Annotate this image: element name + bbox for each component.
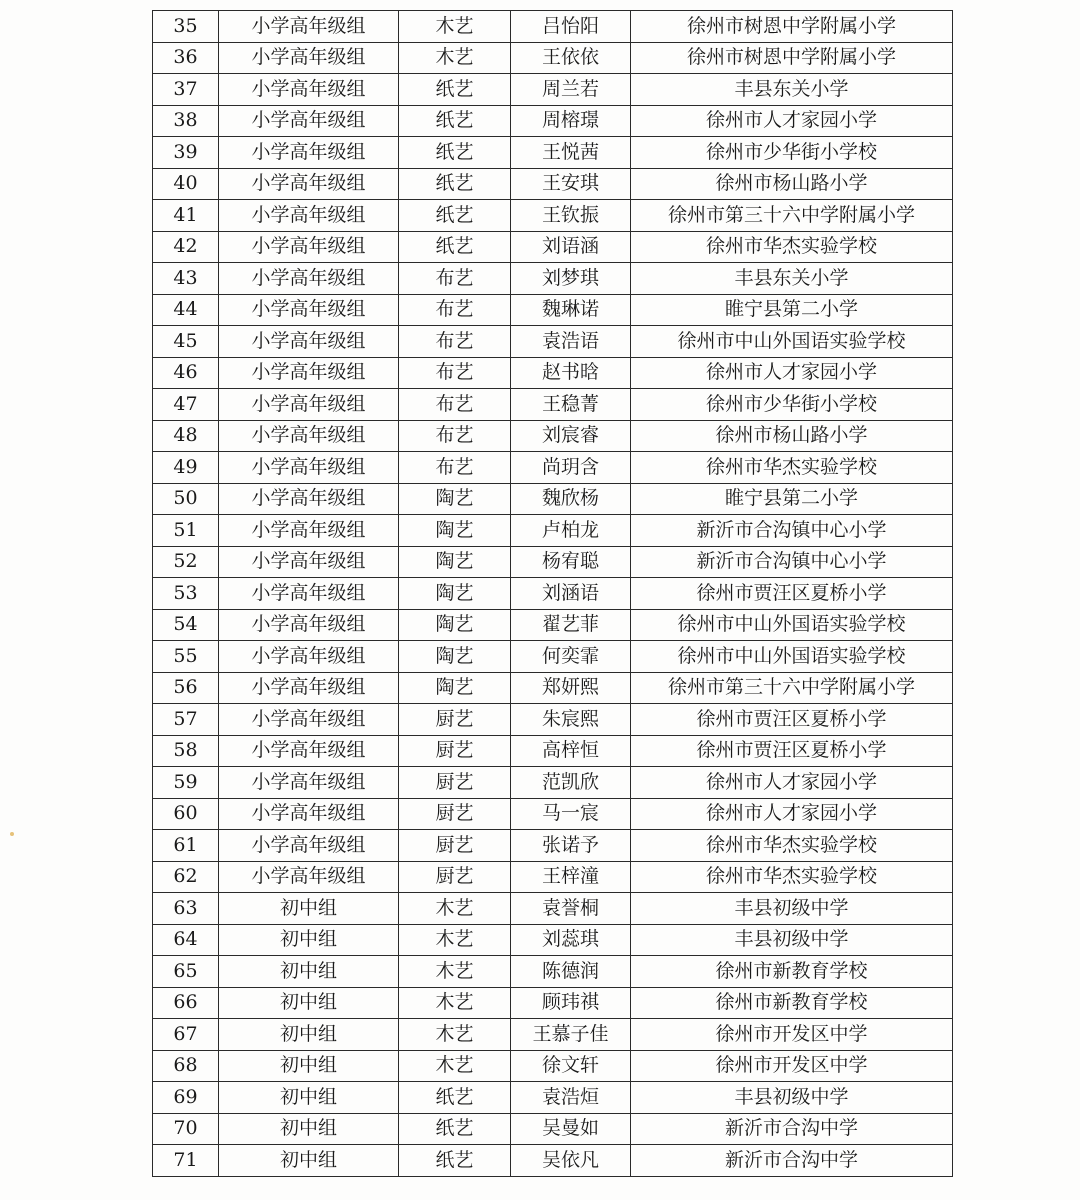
- row-category-cell: 厨艺: [399, 830, 511, 862]
- row-number-cell: 63: [153, 893, 219, 925]
- row-group-cell: 小学高年级组: [219, 137, 399, 169]
- table-row: [153, 137, 953, 169]
- row-number-cell: 56: [153, 672, 219, 704]
- row-group-cell: 初中组: [219, 1019, 399, 1051]
- row-number-cell: 65: [153, 956, 219, 988]
- row-name-cell: 郑妍熙: [511, 672, 631, 704]
- row-number-cell: 40: [153, 168, 219, 200]
- row-category-cell: 厨艺: [399, 861, 511, 893]
- row-group-cell: 小学高年级组: [219, 294, 399, 326]
- row-name-cell: 陈德润: [511, 956, 631, 988]
- table-row: [153, 924, 953, 956]
- row-school-cell: 徐州市人才家园小学: [631, 798, 953, 830]
- row-school-cell: 徐州市少华街小学校: [631, 389, 953, 421]
- table-row: [153, 956, 953, 988]
- row-school-cell: 睢宁县第二小学: [631, 294, 953, 326]
- row-number-cell: 67: [153, 1019, 219, 1051]
- row-school-cell: 徐州市第三十六中学附属小学: [631, 672, 953, 704]
- row-name-cell: 刘涵语: [511, 578, 631, 610]
- row-group-cell: 初中组: [219, 924, 399, 956]
- row-category-cell: 纸艺: [399, 105, 511, 137]
- row-number-cell: 55: [153, 641, 219, 673]
- row-group-cell: 初中组: [219, 1113, 399, 1145]
- table-row: [153, 200, 953, 232]
- row-name-cell: 卢柏龙: [511, 515, 631, 547]
- row-name-cell: 袁誉桐: [511, 893, 631, 925]
- row-name-cell: 袁浩烜: [511, 1082, 631, 1114]
- row-category-cell: 布艺: [399, 389, 511, 421]
- row-group-cell: 小学高年级组: [219, 168, 399, 200]
- row-name-cell: 周兰若: [511, 74, 631, 106]
- row-school-cell: 徐州市第三十六中学附属小学: [631, 200, 953, 232]
- row-category-cell: 纸艺: [399, 168, 511, 200]
- row-name-cell: 顾玮祺: [511, 987, 631, 1019]
- row-category-cell: 布艺: [399, 357, 511, 389]
- row-school-cell: 徐州市贾汪区夏桥小学: [631, 578, 953, 610]
- row-category-cell: 木艺: [399, 956, 511, 988]
- row-category-cell: 布艺: [399, 263, 511, 295]
- row-name-cell: 张诺予: [511, 830, 631, 862]
- row-name-cell: 王悦茜: [511, 137, 631, 169]
- row-group-cell: 小学高年级组: [219, 483, 399, 515]
- table-row: [153, 1050, 953, 1082]
- row-school-cell: 新沂市合沟中学: [631, 1145, 953, 1177]
- row-number-cell: 68: [153, 1050, 219, 1082]
- row-group-cell: 小学高年级组: [219, 704, 399, 736]
- table-row: [153, 168, 953, 200]
- row-group-cell: 初中组: [219, 893, 399, 925]
- row-group-cell: 初中组: [219, 1082, 399, 1114]
- row-number-cell: 51: [153, 515, 219, 547]
- row-category-cell: 布艺: [399, 326, 511, 358]
- row-number-cell: 52: [153, 546, 219, 578]
- row-number-cell: 66: [153, 987, 219, 1019]
- row-category-cell: 纸艺: [399, 231, 511, 263]
- row-group-cell: 小学高年级组: [219, 11, 399, 43]
- row-school-cell: 徐州市中山外国语实验学校: [631, 609, 953, 641]
- row-school-cell: 新沂市合沟中学: [631, 1113, 953, 1145]
- table-row: [153, 263, 953, 295]
- row-name-cell: 王梓潼: [511, 861, 631, 893]
- table-row: [153, 11, 953, 43]
- row-name-cell: 魏琳诺: [511, 294, 631, 326]
- row-school-cell: 徐州市人才家园小学: [631, 105, 953, 137]
- table-row: [153, 735, 953, 767]
- row-category-cell: 纸艺: [399, 200, 511, 232]
- row-category-cell: 厨艺: [399, 735, 511, 767]
- table-row: [153, 420, 953, 452]
- row-group-cell: 初中组: [219, 956, 399, 988]
- row-name-cell: 袁浩语: [511, 326, 631, 358]
- row-name-cell: 何奕霏: [511, 641, 631, 673]
- row-group-cell: 初中组: [219, 987, 399, 1019]
- row-number-cell: 59: [153, 767, 219, 799]
- row-school-cell: 丰县初级中学: [631, 1082, 953, 1114]
- row-school-cell: 徐州市开发区中学: [631, 1050, 953, 1082]
- row-group-cell: 初中组: [219, 1145, 399, 1177]
- row-name-cell: 刘梦琪: [511, 263, 631, 295]
- table-row: [153, 357, 953, 389]
- row-group-cell: 小学高年级组: [219, 357, 399, 389]
- row-number-cell: 44: [153, 294, 219, 326]
- row-group-cell: 小学高年级组: [219, 420, 399, 452]
- row-category-cell: 木艺: [399, 924, 511, 956]
- row-category-cell: 陶艺: [399, 515, 511, 547]
- row-school-cell: 徐州市开发区中学: [631, 1019, 953, 1051]
- award-roster-table: [152, 10, 953, 1177]
- row-number-cell: 64: [153, 924, 219, 956]
- row-category-cell: 纸艺: [399, 1113, 511, 1145]
- row-school-cell: 徐州市中山外国语实验学校: [631, 326, 953, 358]
- row-category-cell: 纸艺: [399, 1145, 511, 1177]
- row-category-cell: 陶艺: [399, 609, 511, 641]
- row-category-cell: 陶艺: [399, 641, 511, 673]
- row-group-cell: 小学高年级组: [219, 578, 399, 610]
- row-name-cell: 尚玥含: [511, 452, 631, 484]
- row-category-cell: 陶艺: [399, 483, 511, 515]
- row-school-cell: 徐州市杨山路小学: [631, 420, 953, 452]
- row-category-cell: 厨艺: [399, 767, 511, 799]
- row-school-cell: 徐州市贾汪区夏桥小学: [631, 704, 953, 736]
- table-row: [153, 1019, 953, 1051]
- row-school-cell: 睢宁县第二小学: [631, 483, 953, 515]
- row-number-cell: 69: [153, 1082, 219, 1114]
- row-category-cell: 陶艺: [399, 546, 511, 578]
- table-row: [153, 641, 953, 673]
- row-group-cell: 小学高年级组: [219, 767, 399, 799]
- row-school-cell: 徐州市贾汪区夏桥小学: [631, 735, 953, 767]
- row-group-cell: 小学高年级组: [219, 515, 399, 547]
- table-row: [153, 389, 953, 421]
- table-row: [153, 798, 953, 830]
- row-name-cell: 朱宸熙: [511, 704, 631, 736]
- row-name-cell: 王钦振: [511, 200, 631, 232]
- row-group-cell: 小学高年级组: [219, 452, 399, 484]
- table-row: [153, 452, 953, 484]
- row-name-cell: 王安琪: [511, 168, 631, 200]
- row-number-cell: 42: [153, 231, 219, 263]
- row-number-cell: 50: [153, 483, 219, 515]
- row-school-cell: 徐州市中山外国语实验学校: [631, 641, 953, 673]
- row-school-cell: 徐州市华杰实验学校: [631, 231, 953, 263]
- table-row: [153, 704, 953, 736]
- row-group-cell: 小学高年级组: [219, 861, 399, 893]
- row-number-cell: 70: [153, 1113, 219, 1145]
- row-number-cell: 35: [153, 11, 219, 43]
- paper-speck: [10, 832, 14, 836]
- row-name-cell: 高梓恒: [511, 735, 631, 767]
- row-school-cell: 徐州市树恩中学附属小学: [631, 11, 953, 43]
- row-group-cell: 小学高年级组: [219, 200, 399, 232]
- row-group-cell: 小学高年级组: [219, 672, 399, 704]
- row-name-cell: 吴依凡: [511, 1145, 631, 1177]
- row-group-cell: 小学高年级组: [219, 231, 399, 263]
- row-name-cell: 翟艺菲: [511, 609, 631, 641]
- row-category-cell: 纸艺: [399, 74, 511, 106]
- row-school-cell: 徐州市少华街小学校: [631, 137, 953, 169]
- row-group-cell: 小学高年级组: [219, 609, 399, 641]
- row-category-cell: 布艺: [399, 452, 511, 484]
- row-school-cell: 徐州市人才家园小学: [631, 357, 953, 389]
- row-school-cell: 徐州市人才家园小学: [631, 767, 953, 799]
- row-category-cell: 厨艺: [399, 798, 511, 830]
- row-group-cell: 小学高年级组: [219, 105, 399, 137]
- table-row: [153, 515, 953, 547]
- table-row: [153, 861, 953, 893]
- row-name-cell: 吕怡阳: [511, 11, 631, 43]
- row-number-cell: 58: [153, 735, 219, 767]
- row-number-cell: 71: [153, 1145, 219, 1177]
- row-school-cell: 徐州市华杰实验学校: [631, 830, 953, 862]
- row-number-cell: 61: [153, 830, 219, 862]
- row-group-cell: 小学高年级组: [219, 326, 399, 358]
- row-school-cell: 丰县东关小学: [631, 263, 953, 295]
- table-row: [153, 231, 953, 263]
- row-name-cell: 周榕璟: [511, 105, 631, 137]
- table-row: [153, 767, 953, 799]
- row-number-cell: 46: [153, 357, 219, 389]
- table-row: [153, 672, 953, 704]
- row-group-cell: 初中组: [219, 1050, 399, 1082]
- row-school-cell: 新沂市合沟镇中心小学: [631, 546, 953, 578]
- row-number-cell: 47: [153, 389, 219, 421]
- row-school-cell: 徐州市华杰实验学校: [631, 452, 953, 484]
- table-row: [153, 1113, 953, 1145]
- row-group-cell: 小学高年级组: [219, 798, 399, 830]
- row-group-cell: 小学高年级组: [219, 830, 399, 862]
- row-number-cell: 62: [153, 861, 219, 893]
- row-group-cell: 小学高年级组: [219, 389, 399, 421]
- row-name-cell: 王稳菁: [511, 389, 631, 421]
- row-number-cell: 41: [153, 200, 219, 232]
- row-school-cell: 徐州市华杰实验学校: [631, 861, 953, 893]
- row-category-cell: 木艺: [399, 893, 511, 925]
- table-row: [153, 1145, 953, 1177]
- row-school-cell: 丰县初级中学: [631, 924, 953, 956]
- row-number-cell: 60: [153, 798, 219, 830]
- row-group-cell: 小学高年级组: [219, 74, 399, 106]
- row-number-cell: 38: [153, 105, 219, 137]
- row-group-cell: 小学高年级组: [219, 263, 399, 295]
- row-number-cell: 57: [153, 704, 219, 736]
- row-number-cell: 45: [153, 326, 219, 358]
- table-row: [153, 893, 953, 925]
- row-group-cell: 小学高年级组: [219, 546, 399, 578]
- row-number-cell: 43: [153, 263, 219, 295]
- table-row: [153, 74, 953, 106]
- row-school-cell: 徐州市树恩中学附属小学: [631, 42, 953, 74]
- row-category-cell: 木艺: [399, 987, 511, 1019]
- table-row: [153, 578, 953, 610]
- table-row: [153, 294, 953, 326]
- table-row: [153, 830, 953, 862]
- table-row: [153, 326, 953, 358]
- row-name-cell: 杨宥聪: [511, 546, 631, 578]
- row-category-cell: 布艺: [399, 294, 511, 326]
- row-group-cell: 小学高年级组: [219, 42, 399, 74]
- row-group-cell: 小学高年级组: [219, 641, 399, 673]
- row-school-cell: 新沂市合沟镇中心小学: [631, 515, 953, 547]
- row-number-cell: 39: [153, 137, 219, 169]
- table-row: [153, 105, 953, 137]
- table-row: [153, 546, 953, 578]
- row-category-cell: 厨艺: [399, 704, 511, 736]
- table-row: [153, 609, 953, 641]
- row-name-cell: 马一宸: [511, 798, 631, 830]
- row-name-cell: 徐文轩: [511, 1050, 631, 1082]
- row-school-cell: 徐州市杨山路小学: [631, 168, 953, 200]
- row-name-cell: 王慕子佳: [511, 1019, 631, 1051]
- row-name-cell: 吴曼如: [511, 1113, 631, 1145]
- row-category-cell: 陶艺: [399, 672, 511, 704]
- row-name-cell: 刘蕊琪: [511, 924, 631, 956]
- row-number-cell: 36: [153, 42, 219, 74]
- table-row: [153, 483, 953, 515]
- row-number-cell: 53: [153, 578, 219, 610]
- row-category-cell: 纸艺: [399, 137, 511, 169]
- row-number-cell: 54: [153, 609, 219, 641]
- row-number-cell: 49: [153, 452, 219, 484]
- table-row: [153, 987, 953, 1019]
- row-name-cell: 赵书晗: [511, 357, 631, 389]
- row-name-cell: 范凯欣: [511, 767, 631, 799]
- row-name-cell: 刘语涵: [511, 231, 631, 263]
- row-school-cell: 徐州市新教育学校: [631, 987, 953, 1019]
- row-category-cell: 布艺: [399, 420, 511, 452]
- row-school-cell: 徐州市新教育学校: [631, 956, 953, 988]
- row-category-cell: 木艺: [399, 1019, 511, 1051]
- row-name-cell: 王依依: [511, 42, 631, 74]
- row-school-cell: 丰县初级中学: [631, 893, 953, 925]
- row-number-cell: 48: [153, 420, 219, 452]
- row-category-cell: 木艺: [399, 1050, 511, 1082]
- roster-body: [153, 11, 953, 1177]
- row-name-cell: 刘宸睿: [511, 420, 631, 452]
- row-school-cell: 丰县东关小学: [631, 74, 953, 106]
- table-row: [153, 42, 953, 74]
- table-row: [153, 1082, 953, 1114]
- row-category-cell: 陶艺: [399, 578, 511, 610]
- row-category-cell: 木艺: [399, 42, 511, 74]
- row-category-cell: 木艺: [399, 11, 511, 43]
- row-group-cell: 小学高年级组: [219, 735, 399, 767]
- row-name-cell: 魏欣杨: [511, 483, 631, 515]
- row-number-cell: 37: [153, 74, 219, 106]
- row-category-cell: 纸艺: [399, 1082, 511, 1114]
